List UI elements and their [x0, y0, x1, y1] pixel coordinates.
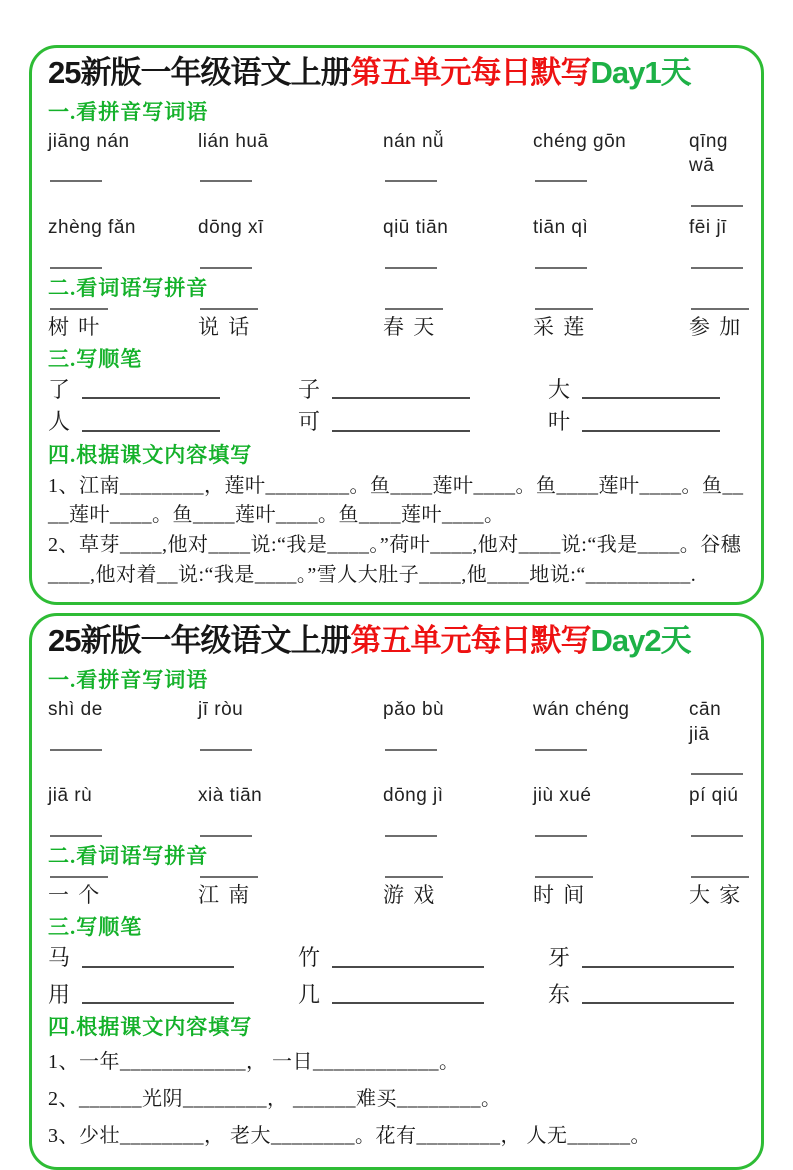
pinyin-text: qiū tiān	[383, 217, 449, 239]
stroke-char: 了	[48, 377, 71, 403]
pinyin-cell	[48, 216, 198, 269]
answer-rule-line	[82, 397, 220, 399]
pinyin-text: cān jiā	[689, 698, 722, 745]
fill-in-block	[48, 1044, 745, 1155]
stroke-char: 竹	[298, 945, 321, 971]
stroke-cell	[548, 982, 745, 1008]
answer-blank-line	[535, 835, 587, 837]
pinyin-text: wán chéng	[533, 698, 630, 720]
pinyin-row-1	[48, 698, 745, 775]
stroke-cell	[48, 409, 298, 435]
stroke-char: 东	[548, 981, 571, 1007]
stroke-cell	[48, 377, 298, 403]
answer-blank-line	[385, 749, 437, 751]
answer-blank-line	[535, 180, 587, 182]
pinyin-text: fēi jī	[689, 217, 727, 239]
pinyin-text: jiā rù	[48, 785, 93, 807]
stroke-char: 几	[298, 981, 321, 1007]
stroke-cell	[548, 945, 745, 971]
answer-blank-line	[200, 876, 258, 878]
pinyin-text: nán nǚ	[383, 130, 445, 152]
answer-blank-line	[691, 773, 743, 775]
word-text: 大 家	[689, 883, 743, 908]
pinyin-cell	[383, 216, 533, 269]
pinyin-cell	[48, 784, 198, 837]
pinyin-text: dōng xī	[198, 217, 264, 239]
word-cell	[48, 308, 198, 340]
stroke-cell	[298, 945, 548, 971]
stroke-char: 牙	[548, 945, 571, 971]
pinyin-cell	[198, 698, 383, 775]
stroke-cell	[298, 377, 548, 403]
pinyin-text: shì de	[48, 698, 103, 720]
answer-rule-line	[332, 966, 484, 968]
answer-rule-line	[582, 430, 720, 432]
answer-blank-line	[50, 308, 108, 310]
word-cell	[383, 876, 533, 908]
title-day-badge: Day1天	[590, 55, 691, 90]
pinyin-text: jiāng nán	[48, 130, 130, 152]
stroke-order-grid	[48, 945, 745, 1008]
pinyin-text: tiān qì	[533, 217, 589, 239]
word-row	[48, 308, 745, 340]
pinyin-cell	[533, 130, 689, 207]
answer-blank-line	[535, 749, 587, 751]
pinyin-cell	[383, 784, 533, 837]
pinyin-row-2	[48, 784, 745, 837]
answer-rule-line	[582, 966, 734, 968]
word-text: 参 加	[689, 314, 743, 339]
pinyin-cell	[198, 784, 383, 837]
fill-in-item-1: 1、一年____________， 一日____________。	[48, 1051, 460, 1074]
stroke-char: 叶	[548, 409, 571, 435]
word-cell	[383, 308, 533, 340]
stroke-order-grid	[48, 377, 745, 436]
pinyin-cell	[689, 784, 745, 837]
answer-blank-line	[50, 180, 102, 182]
pinyin-cell	[383, 698, 533, 775]
answer-rule-line	[582, 1002, 734, 1004]
pinyin-cell	[533, 698, 689, 775]
pinyin-row-2	[48, 216, 745, 269]
answer-rule-line	[82, 1002, 234, 1004]
word-row	[48, 876, 745, 908]
answer-blank-line	[200, 308, 258, 310]
pinyin-text: jī ròu	[198, 698, 244, 720]
word-cell	[198, 876, 383, 908]
stroke-char: 子	[298, 377, 321, 403]
section4-heading: 四.根据课文内容填写	[48, 1015, 253, 1040]
pinyin-cell	[533, 216, 689, 269]
fill-in-block	[48, 472, 745, 590]
answer-blank-line	[385, 308, 443, 310]
answer-blank-line	[385, 267, 437, 269]
section3-heading: 三.写顺笔	[48, 915, 143, 940]
pinyin-text: xià tiān	[198, 785, 263, 807]
stroke-char: 用	[48, 981, 71, 1007]
pinyin-cell	[689, 216, 745, 269]
stroke-cell	[548, 377, 745, 403]
stroke-char: 马	[48, 945, 71, 971]
section3-heading: 三.写顺笔	[48, 347, 143, 372]
pinyin-cell	[198, 130, 383, 207]
answer-blank-line	[385, 835, 437, 837]
pinyin-text: dōng jì	[383, 785, 444, 807]
section4-heading: 四.根据课文内容填写	[48, 442, 253, 467]
answer-blank-line	[691, 205, 743, 207]
answer-rule-line	[82, 966, 234, 968]
fill-in-item-2: 2、草芽____,他对____说:“我是____。”荷叶____,他对____说:“我是____。谷穗____,他对着__说:“我是____。”雪人大肚子____,他____地说:“__________.	[48, 534, 742, 586]
pinyin-cell	[48, 130, 198, 207]
pinyin-cell	[48, 698, 198, 775]
word-text: 江 南	[198, 883, 252, 908]
word-text: 春 天	[383, 314, 437, 339]
answer-blank-line	[50, 749, 102, 751]
answer-blank-line	[691, 267, 743, 269]
pinyin-text: chéng gōn	[533, 130, 627, 152]
pinyin-cell	[689, 130, 745, 207]
answer-blank-line	[50, 267, 102, 269]
answer-blank-line	[691, 835, 743, 837]
title-book-part: 25新版一年级语文上册	[48, 623, 351, 659]
fill-in-item-3: 3、少壮________， 老大________。花有________， 人无______。	[48, 1125, 651, 1148]
word-cell	[533, 876, 689, 908]
answer-rule-line	[332, 1002, 484, 1004]
word-text: 游 戏	[383, 883, 437, 908]
worksheet-panel-day2	[29, 613, 764, 1170]
title-day-badge: Day2天	[590, 623, 691, 659]
answer-blank-line	[691, 308, 749, 310]
pinyin-text: zhèng fǎn	[48, 217, 136, 239]
answer-rule-line	[332, 397, 470, 399]
stroke-char: 人	[48, 409, 71, 435]
answer-blank-line	[200, 267, 252, 269]
pinyin-text: qīng wā	[689, 130, 728, 177]
answer-blank-line	[535, 267, 587, 269]
stroke-cell	[298, 409, 548, 435]
pinyin-cell	[533, 784, 689, 837]
answer-blank-line	[385, 180, 437, 182]
word-text: 一 个	[48, 883, 102, 908]
stroke-cell	[48, 982, 298, 1008]
pinyin-text: pǎo bù	[383, 698, 445, 720]
page-title	[48, 54, 745, 93]
stroke-cell	[548, 409, 745, 435]
pinyin-cell	[383, 130, 533, 207]
answer-blank-line	[535, 876, 593, 878]
title-book-part: 25新版一年级语文上册	[48, 55, 351, 90]
answer-rule-line	[582, 397, 720, 399]
section1-heading: 一.看拼音写词语	[48, 99, 209, 124]
answer-blank-line	[535, 308, 593, 310]
answer-blank-line	[50, 835, 102, 837]
answer-blank-line	[200, 749, 252, 751]
pinyin-cell	[198, 216, 383, 269]
answer-rule-line	[82, 430, 220, 432]
pinyin-row-1	[48, 130, 745, 207]
word-cell	[689, 876, 749, 908]
word-text: 采 莲	[533, 314, 587, 339]
answer-blank-line	[385, 876, 443, 878]
title-unit-part: 第五单元每日默写	[350, 55, 591, 90]
pinyin-text: jiù xué	[533, 785, 592, 807]
section1-heading: 一.看拼音写词语	[48, 667, 209, 692]
fill-in-item-2: 2、______光阴________， ______难买________。	[48, 1088, 502, 1111]
stroke-char: 可	[298, 409, 321, 435]
stroke-cell	[48, 945, 298, 971]
word-cell	[533, 308, 689, 340]
answer-blank-line	[200, 180, 252, 182]
word-text: 树 叶	[48, 314, 102, 339]
fill-in-item-1: 1、江南________，莲叶________。鱼____莲叶____。鱼____莲叶____。鱼____莲叶____。鱼____莲叶____。鱼____莲叶____。	[48, 474, 744, 527]
word-text: 时 间	[533, 883, 587, 908]
section2-heading: 二.看词语写拼音	[48, 275, 209, 300]
worksheet-panel-day1	[29, 45, 764, 605]
answer-blank-line	[50, 876, 108, 878]
page-title	[48, 622, 745, 661]
pinyin-text: lián huā	[198, 130, 269, 152]
word-cell	[198, 308, 383, 340]
title-unit-part: 第五单元每日默写	[350, 623, 591, 659]
answer-rule-line	[332, 430, 470, 432]
word-cell	[48, 876, 198, 908]
pinyin-cell	[689, 698, 745, 775]
section2-heading: 二.看词语写拼音	[48, 844, 209, 869]
pinyin-text: pí qiú	[689, 785, 739, 807]
stroke-char: 大	[548, 377, 571, 403]
answer-blank-line	[691, 876, 749, 878]
answer-blank-line	[200, 835, 252, 837]
word-cell	[689, 308, 749, 340]
word-text: 说 话	[198, 314, 252, 339]
stroke-cell	[298, 982, 548, 1008]
